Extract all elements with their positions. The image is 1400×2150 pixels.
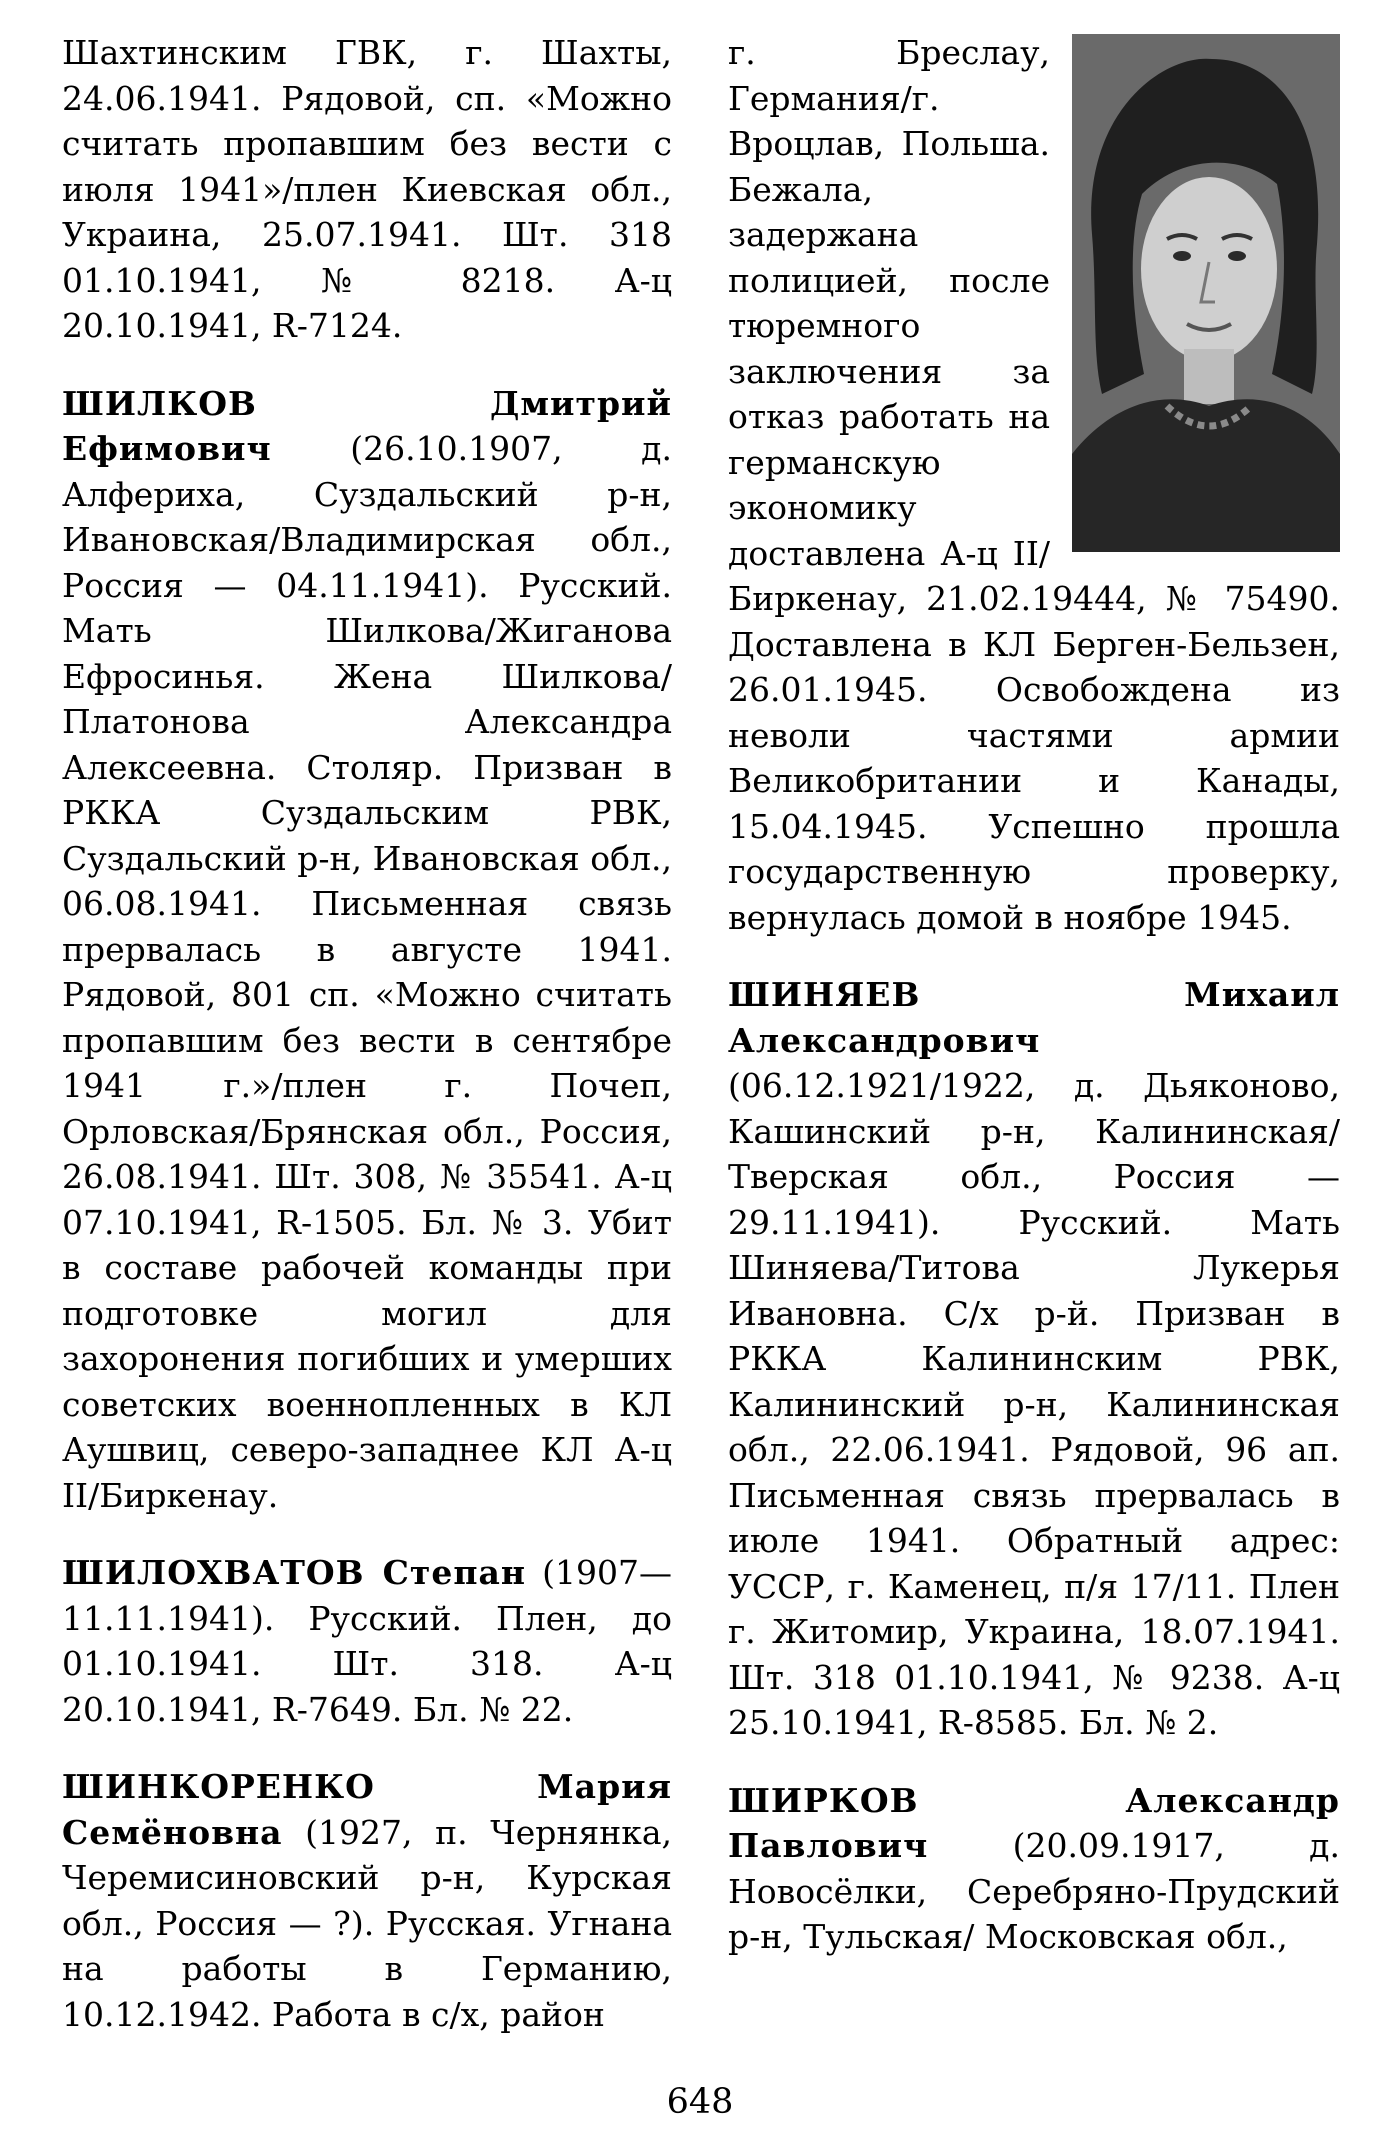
entry-shinyaev [728,972,1340,1746]
entry-continued: г. Бреслау, Германия/г. Вроцлав, Польша. Бежала, задержана полицией, после тюремного заключения за отказ работать на германскую экономику доставлена А-ц II/Биркенау, 21.02.19444, № 75490. Доставлена в КЛ Берген-Бельзен, 26.01.1945. Освобождена из неволи частями армии Великобритании и Канады, 15.04.1945. Успешно прошла государственную проверку, вернулась домой в ноябре 1945. [728,33,1340,937]
entry-name: ШИЛОХВАТОВ Степан [62,1553,527,1592]
page-number: 648 [666,2082,734,2122]
entry-name: ШИЛКОВ Дмитрий Ефимович [62,383,672,468]
entry-text: (06.12.1921/1922, д. Дьяконово, Кашинский р-н, Калининская/Тверская обл., Россия — 29.11.1941). Русский. Мать Шиняева/Титова Лукерья Ивановна. С/х р-й. Призван в РККА Калининским РВК, Калининский р-н, Калининская обл., 22.06.1941. Рядовой, 96 ап. Письменная связь прервалась в июле 1941. Обратный адрес: УССР, г. Каменец, п/я 17/11. Плен г. Житомир, Украина, 18.07.1941. Шт. 318 01.10.1941, № 9238. А-ц 25.10.1941, R-8585. Бл. № 2. [728,1066,1340,1742]
portrait-photo [1072,34,1340,552]
entry-text: (20.09.1917, д. Новосёлки, Серебряно-Прудский р-н, Тульская/ Московская обл., [728,1826,1340,1956]
entry-name: ШИНЯЕВ Михаил Александрович [728,975,1340,1060]
entry-shilokhvatov [62,1550,672,1732]
entry-name: ШИРКОВ Александр Павлович [728,1780,1340,1865]
entry-continued: Шахтинским ГВК, г. Шахты, 24.06.1941. Рядовой, сп. «Можно считать пропавшим без вести с июля 1941»/плен Киевская обл., Украина, 25.07.1941. Шт. 318 01.10.1941, № 8218. А-ц 20.10.1941, R-7124. [62,33,672,345]
left-column [62,30,672,2069]
entry-name: ШИНКОРЕНКО Мария Семёновна [62,1767,672,1852]
entry-shirkov [728,1778,1340,1960]
entry-text: (1927, п. Чернянка, Черемисиновский р-н, Курская обл., Россия — ?). Русская. Угнана на работы в Германию, 10.12.1942. Работа в с/х, район [62,1812,672,2034]
entry-text: (26.10.1907, д. Алфериха, Суздальский р-н, Ивановская/Владимирская обл., Россия — 04.11.1941). Русский. Мать Шилкова/Жиганова Ефросинья. Жена Шилкова/Платонова Александра Алексеевна. Столяр. Призван в РККА Суздальским РВК, Суздальский р-н, Ивановская обл., 06.08.1941. Письменная связь прервалась в августе 1941. Рядовой, 801 сп. «Можно считать пропавшим без вести в сентябре 1941 г.»/плен г. Почеп, Орловская/Брянская обл., Россия, 26.08.1941. Шт. 308, № 35541. А-ц 07.10.1941, R-1505. Бл. № 3. Убит в составе рабочей команды при подготовке могил для захоронения погибших и умерших советских военнопленных в КЛ Аушвиц, северо-западнее КЛ А-ц II/Биркенау. [62,429,672,1515]
entry-shilkov [62,381,672,1519]
right-column [728,30,1340,1992]
entry-shinkorenko [62,1764,672,2037]
entry-text: (1907—11.11.1941). Русский. Плен, до 01.10.1941. Шт. 318. А-ц 20.10.1941, R-7649. Бл. № 22. [62,1553,672,1729]
